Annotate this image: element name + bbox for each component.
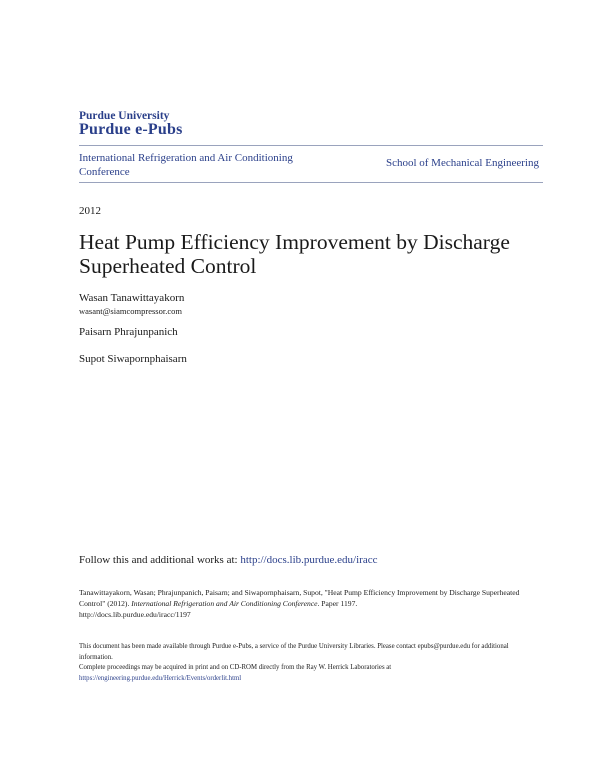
citation-url[interactable]: http://docs.lib.purdue.edu/iracc/1197 — [79, 610, 191, 619]
author-name: Wasan Tanawittayakorn — [79, 292, 185, 304]
proceedings-text: Complete proceedings may be acquired in print and on CD-ROM directly from the Ray W. Herrick Laboratories at — [79, 664, 392, 671]
series-bar — [79, 145, 543, 183]
author-name: Paisarn Phrajunpanich — [79, 326, 178, 338]
citation-venue: International Refrigeration and Air Conditioning Conference — [131, 599, 318, 608]
publication-year: 2012 — [79, 205, 101, 217]
university-name[interactable]: Purdue University — [79, 110, 170, 122]
proceedings-notice — [79, 663, 529, 684]
follow-line — [79, 554, 377, 566]
conference-link[interactable]: International Refrigeration and Air Conditioning Conference — [79, 152, 293, 178]
citation-paper-number: . Paper 1197. — [317, 599, 358, 608]
repository-name[interactable]: Purdue e-Pubs — [79, 121, 183, 138]
collection-link[interactable]: http://docs.lib.purdue.edu/iracc — [240, 554, 378, 566]
author-name: Supot Siwapornphaisarn — [79, 353, 187, 365]
herrick-link[interactable]: https://engineering.purdue.edu/Herrick/Events/orderlit.html — [79, 674, 242, 682]
school-link[interactable]: School of Mechanical Engineering — [385, 157, 539, 169]
follow-prefix: Follow this and additional works at: — [79, 554, 241, 566]
paper-title: Heat Pump Efficiency Improvement by Discharge Superheated Control — [79, 230, 510, 278]
availability-notice: This document has been made available through Purdue e-Pubs, a service of the Purdue University Libraries. Please contact epubs@purdue.edu for additional information. — [79, 643, 509, 661]
citation-text: Tanawittayakorn, Wasan; Phrajunpanich, Paisarn; and Siwapornphaisarn, Supot, "Heat Pump Efficiency Improvement by Discharge Superheated Control" (2012). — [79, 588, 520, 608]
author-email[interactable]: wasant@siamcompressor.com — [79, 306, 182, 316]
citation-block — [79, 587, 529, 620]
notice-block — [79, 642, 529, 684]
